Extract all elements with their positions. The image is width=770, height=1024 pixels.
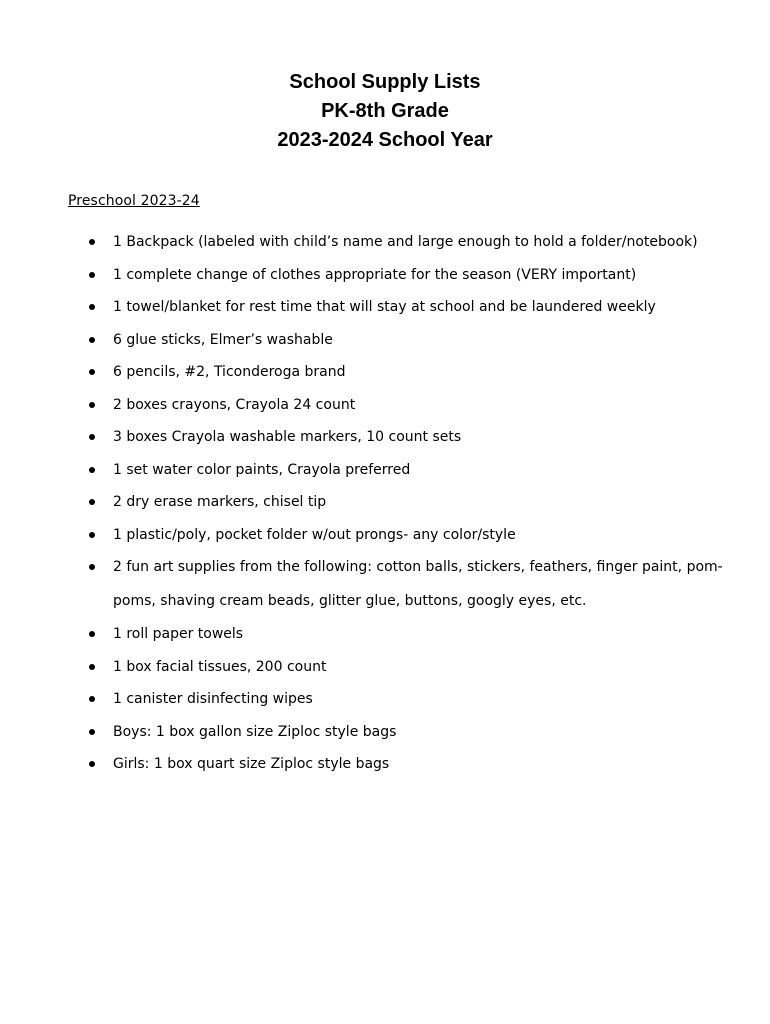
bullet-icon (89, 272, 95, 278)
list-item (68, 519, 728, 552)
section-heading-preschool: Preschool 2023-24 (68, 193, 200, 209)
list-item-text: 1 set water color paints, Crayola preferred (113, 461, 411, 478)
bullet-icon (89, 564, 95, 570)
list-item (68, 356, 728, 389)
subtitle-grade-range: PK-8th Grade (321, 100, 449, 122)
list-item (68, 618, 728, 651)
list-item (68, 291, 728, 324)
list-item-text: 1 box facial tissues, 200 count (113, 658, 327, 675)
list-item (68, 551, 728, 618)
bullet-icon (89, 696, 95, 702)
bullet-icon (89, 631, 95, 637)
bullet-icon (89, 434, 95, 440)
supply-list (68, 226, 728, 781)
list-item-text: Boys: 1 box gallon size Ziploc style bags (113, 723, 397, 740)
list-item (68, 651, 728, 684)
list-item (68, 421, 728, 454)
list-item (68, 748, 728, 781)
list-item (68, 226, 728, 259)
list-item-text: 1 towel/blanket for rest time that will stay at school and be laundered weekly (113, 299, 656, 315)
list-item-text: 2 fun art supplies from the following: cotton balls, stickers, feathers, finger paint, pom-poms, shaving cream beads, glitter glue, buttons, googly eyes, etc. (113, 559, 723, 609)
list-item (68, 259, 728, 292)
list-item-text: 6 pencils, #2, Ticonderoga brand (113, 364, 346, 380)
bullet-icon (89, 402, 95, 408)
list-item-text: 1 complete change of clothes appropriate for the season (VERY important) (113, 266, 637, 283)
bullet-icon (89, 499, 95, 505)
list-item-text: 2 dry erase markers, chisel tip (113, 494, 327, 510)
list-item (68, 324, 728, 357)
bullet-icon (89, 304, 95, 310)
list-item-text: 3 boxes Crayola washable markers, 10 count sets (113, 429, 462, 445)
list-item-text: 2 boxes crayons, Crayola 24 count (113, 396, 356, 413)
bullet-icon (89, 369, 95, 375)
bullet-icon (89, 337, 95, 343)
title-line: School Supply Lists (289, 71, 481, 93)
bullet-icon (89, 729, 95, 735)
list-item (68, 454, 728, 487)
bullet-icon (89, 467, 95, 473)
list-item (68, 486, 728, 519)
list-item-text: 1 roll paper towels (113, 626, 244, 642)
list-item-text: 6 glue sticks, Elmer’s washable (113, 331, 333, 348)
list-item-text: 1 plastic/poly, pocket folder w/out prongs- any color/style (113, 526, 516, 543)
list-item (68, 683, 728, 716)
bullet-icon (89, 532, 95, 538)
list-item (68, 389, 728, 422)
list-item-text: 1 canister disinfecting wipes (113, 691, 313, 707)
bullet-icon (89, 664, 95, 670)
bullet-icon (89, 761, 95, 767)
list-item-text: Girls: 1 box quart size Ziploc style bags (113, 756, 390, 772)
list-item-text: 1 Backpack (labeled with child’s name and large enough to hold a folder/notebook) (113, 234, 698, 250)
bullet-icon (89, 239, 95, 245)
document-title (0, 68, 770, 155)
list-item (68, 716, 728, 749)
subtitle-school-year: 2023-2024 School Year (277, 129, 493, 151)
